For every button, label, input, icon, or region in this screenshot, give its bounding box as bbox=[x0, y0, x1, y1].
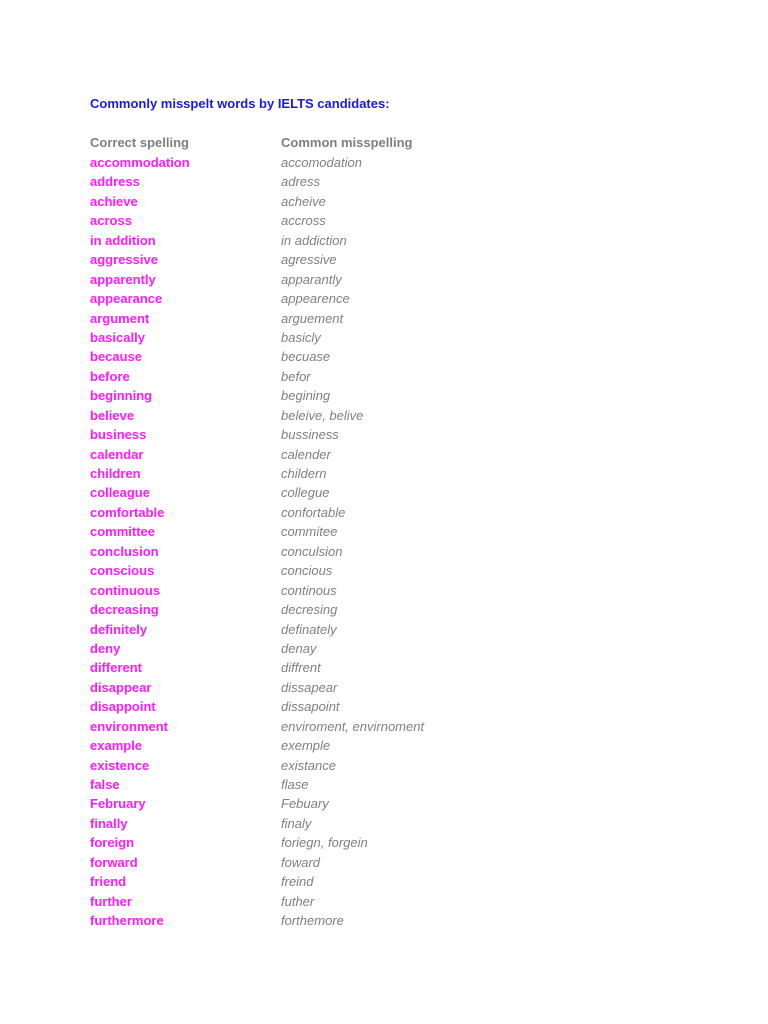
table-row bbox=[90, 504, 590, 523]
correct-spelling: continuous bbox=[90, 582, 161, 598]
table-row bbox=[90, 582, 590, 601]
correct-spelling: conclusion bbox=[90, 543, 159, 559]
table-row bbox=[90, 912, 590, 931]
correct-spelling: comfortable bbox=[90, 504, 165, 520]
table-row bbox=[90, 232, 590, 251]
correct-spelling: basically bbox=[90, 329, 145, 345]
table-row bbox=[90, 718, 590, 737]
table-row bbox=[90, 465, 590, 484]
common-misspelling: confortable bbox=[281, 504, 346, 520]
common-misspelling: freind bbox=[281, 874, 314, 890]
common-misspelling: conculsion bbox=[281, 543, 343, 559]
common-misspelling: appearence bbox=[281, 291, 350, 307]
table-row bbox=[90, 737, 590, 756]
correct-spelling: existence bbox=[90, 757, 150, 773]
table-row bbox=[90, 407, 590, 426]
correct-spelling: appearance bbox=[90, 291, 163, 307]
correct-spelling: disappear bbox=[90, 679, 152, 695]
common-misspelling: in addiction bbox=[281, 232, 347, 248]
correct-spelling: decreasing bbox=[90, 602, 159, 618]
table-row bbox=[90, 601, 590, 620]
spelling-table bbox=[90, 154, 590, 932]
correct-spelling: February bbox=[90, 796, 146, 812]
correct-spelling: example bbox=[90, 738, 143, 754]
correct-spelling: across bbox=[90, 213, 132, 229]
correct-spelling: committee bbox=[90, 524, 156, 540]
common-misspelling: childern bbox=[281, 466, 327, 481]
table-row bbox=[90, 523, 590, 542]
table-row bbox=[90, 834, 590, 853]
common-misspelling: exemple bbox=[281, 738, 331, 754]
table-row bbox=[90, 251, 590, 270]
correct-spelling: achieve bbox=[90, 193, 138, 209]
table-row bbox=[90, 562, 590, 581]
common-misspelling: collegue bbox=[281, 485, 330, 501]
table-row bbox=[90, 621, 590, 640]
correct-spelling: apparently bbox=[90, 271, 156, 287]
correct-spelling: finally bbox=[90, 815, 128, 831]
correct-spelling: environment bbox=[90, 718, 169, 734]
common-misspelling: dissapear bbox=[281, 679, 338, 695]
table-row bbox=[90, 290, 590, 309]
correct-spelling: business bbox=[90, 427, 147, 443]
common-misspelling: foward bbox=[281, 854, 321, 870]
table-row bbox=[90, 698, 590, 717]
table-row bbox=[90, 368, 590, 387]
table-row bbox=[90, 795, 590, 814]
correct-spelling: children bbox=[90, 466, 141, 481]
correct-spelling-header: Correct spelling bbox=[90, 135, 189, 150]
correct-spelling: deny bbox=[90, 640, 121, 656]
table-row bbox=[90, 193, 590, 212]
table-row bbox=[90, 387, 590, 406]
common-misspelling: bussiness bbox=[281, 427, 339, 443]
common-misspelling: becuase bbox=[281, 349, 331, 365]
common-misspelling: Febuary bbox=[281, 796, 329, 812]
common-misspelling: basicly bbox=[281, 329, 321, 345]
correct-spelling: address bbox=[90, 174, 140, 190]
common-misspelling: foriegn, forgein bbox=[281, 835, 368, 851]
correct-spelling: different bbox=[90, 660, 142, 676]
correct-spelling: beginning bbox=[90, 388, 153, 404]
table-row bbox=[90, 212, 590, 231]
table-row bbox=[90, 173, 590, 192]
correct-spelling: false bbox=[90, 777, 120, 792]
common-misspelling: existance bbox=[281, 757, 336, 773]
table-row bbox=[90, 329, 590, 348]
common-misspelling: dissapoint bbox=[281, 699, 340, 715]
correct-spelling: aggressive bbox=[90, 252, 158, 268]
common-misspelling: begining bbox=[281, 388, 331, 404]
table-row bbox=[90, 679, 590, 698]
table-row bbox=[90, 426, 590, 445]
table-row bbox=[90, 873, 590, 892]
common-misspelling: flase bbox=[281, 777, 309, 792]
common-misspelling: denay bbox=[281, 640, 317, 656]
table-row bbox=[90, 348, 590, 367]
common-misspelling: commitee bbox=[281, 524, 338, 540]
correct-spelling: calendar bbox=[90, 446, 144, 462]
table-row bbox=[90, 484, 590, 503]
correct-spelling: further bbox=[90, 893, 132, 909]
common-misspelling: concious bbox=[281, 563, 333, 579]
correct-spelling: colleague bbox=[90, 485, 150, 501]
table-row bbox=[90, 154, 590, 173]
common-misspelling: accross bbox=[281, 213, 326, 229]
correct-spelling: furthermore bbox=[90, 913, 164, 929]
common-misspelling: forthemore bbox=[281, 913, 344, 929]
correct-spelling: accommodation bbox=[90, 155, 190, 170]
correct-spelling: before bbox=[90, 368, 130, 384]
table-header bbox=[90, 135, 590, 154]
table-row bbox=[90, 659, 590, 678]
common-misspelling: befor bbox=[281, 368, 311, 384]
common-misspelling: acheive bbox=[281, 193, 326, 209]
common-misspelling: continous bbox=[281, 582, 337, 598]
table-row bbox=[90, 543, 590, 562]
common-misspelling: arguement bbox=[281, 310, 344, 326]
table-row bbox=[90, 776, 590, 795]
common-misspelling-header: Common misspelling bbox=[281, 135, 413, 150]
correct-spelling: friend bbox=[90, 874, 127, 890]
correct-spelling: argument bbox=[90, 310, 150, 326]
correct-spelling: conscious bbox=[90, 563, 155, 579]
common-misspelling: apparantly bbox=[281, 271, 342, 287]
correct-spelling: believe bbox=[90, 407, 135, 423]
common-misspelling: futher bbox=[281, 893, 315, 909]
correct-spelling: disappoint bbox=[90, 699, 156, 715]
common-misspelling: beleive, belive bbox=[281, 407, 364, 423]
common-misspelling: diffrent bbox=[281, 660, 321, 676]
table-row bbox=[90, 310, 590, 329]
table-row bbox=[90, 640, 590, 659]
correct-spelling: definitely bbox=[90, 621, 148, 637]
common-misspelling: enviroment, envirnoment bbox=[281, 718, 425, 734]
common-misspelling: definately bbox=[281, 621, 337, 637]
table-row bbox=[90, 893, 590, 912]
table-row bbox=[90, 854, 590, 873]
common-misspelling: calender bbox=[281, 446, 331, 462]
table-row bbox=[90, 271, 590, 290]
common-misspelling: accomodation bbox=[281, 155, 362, 170]
table-row bbox=[90, 446, 590, 465]
common-misspelling: adress bbox=[281, 174, 321, 190]
common-misspelling: decresing bbox=[281, 602, 338, 618]
correct-spelling: foreign bbox=[90, 835, 135, 851]
correct-spelling: because bbox=[90, 349, 143, 365]
table-row bbox=[90, 757, 590, 776]
correct-spelling: forward bbox=[90, 854, 138, 870]
correct-spelling: in addition bbox=[90, 232, 156, 248]
document-title: Commonly misspelt words by IELTS candidates: bbox=[90, 96, 390, 111]
common-misspelling: agressive bbox=[281, 252, 337, 268]
common-misspelling: finaly bbox=[281, 815, 312, 831]
table-row bbox=[90, 815, 590, 834]
